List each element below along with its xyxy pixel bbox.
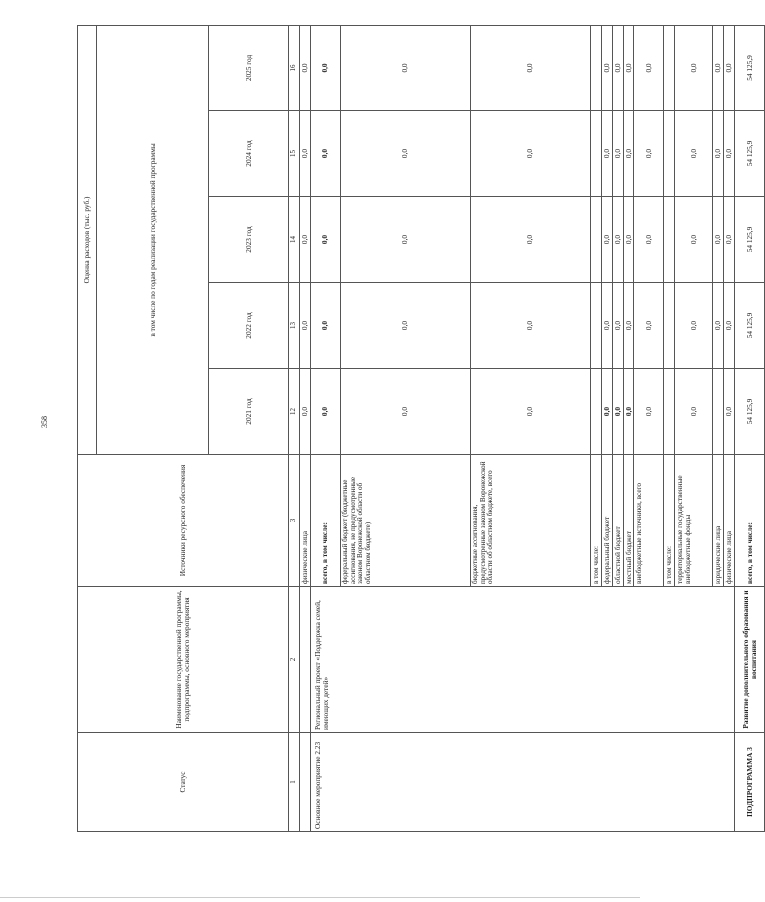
column-number: 12 bbox=[289, 369, 300, 455]
value-cell: 0,0 bbox=[310, 25, 340, 110]
value-cell: 0,0 bbox=[675, 25, 713, 110]
value-cell: 0,0 bbox=[470, 25, 590, 110]
value-cell: 0,0 bbox=[675, 197, 713, 283]
value-cell: 0,0 bbox=[634, 111, 664, 197]
empty-cell bbox=[590, 197, 601, 283]
value-cell: 0,0 bbox=[713, 197, 724, 283]
funding-source-note: в том числе: bbox=[590, 455, 601, 587]
value-cell: 0,0 bbox=[724, 111, 735, 197]
year-header: 2023 год bbox=[209, 197, 289, 283]
table-cell bbox=[300, 587, 311, 733]
empty-cell bbox=[713, 369, 724, 455]
value-cell: 0,0 bbox=[470, 283, 590, 369]
measure-name: Региональный проект «Поддержка семей, имеющих детей» bbox=[310, 587, 734, 733]
value-cell: 0,0 bbox=[601, 111, 612, 197]
value-cell: 0,0 bbox=[713, 25, 724, 110]
value-cell: 0,0 bbox=[300, 283, 311, 369]
year-header: 2022 год bbox=[209, 283, 289, 369]
funding-source: областной бюджет bbox=[612, 455, 623, 587]
value-cell: 0,0 bbox=[634, 197, 664, 283]
value-cell: 0,0 bbox=[470, 111, 590, 197]
value-cell: 0,0 bbox=[724, 369, 735, 455]
value-cell: 0,0 bbox=[612, 25, 623, 110]
year-header: 2025 год bbox=[209, 25, 289, 110]
status-header: Статус bbox=[78, 733, 289, 832]
value-cell: 0,0 bbox=[634, 369, 664, 455]
value-cell: 0,0 bbox=[713, 111, 724, 197]
column-number: 15 bbox=[289, 111, 300, 197]
funding-source: местный бюджет bbox=[623, 455, 634, 587]
value-cell: 0,0 bbox=[310, 283, 340, 369]
value-cell: 0,0 bbox=[612, 369, 623, 455]
column-number: 13 bbox=[289, 283, 300, 369]
funding-source-note: в том числе: bbox=[664, 455, 675, 587]
empty-cell bbox=[590, 111, 601, 197]
page-number: 358 bbox=[40, 416, 49, 428]
subprogram-name: Развитие дополнительного образования и воспитания bbox=[735, 587, 765, 733]
value-cell: 0,0 bbox=[300, 25, 311, 110]
empty-cell bbox=[664, 369, 675, 455]
funding-source-total: всего, в том числе: bbox=[735, 455, 765, 587]
rotated-budget-table bbox=[77, 26, 758, 832]
value-cell: 0,0 bbox=[300, 197, 311, 283]
value-cell: 0,0 bbox=[724, 283, 735, 369]
value-cell: 0,0 bbox=[634, 25, 664, 110]
value-cell: 0,0 bbox=[340, 197, 470, 283]
value-cell: 0,0 bbox=[300, 111, 311, 197]
value-cell: 0,0 bbox=[634, 283, 664, 369]
footer-divider bbox=[0, 897, 640, 898]
measure-status: Основное мероприятие 2.23 bbox=[310, 733, 734, 832]
value-cell: 0,0 bbox=[340, 111, 470, 197]
value-cell: 0,0 bbox=[340, 369, 470, 455]
value-cell: 0,0 bbox=[623, 369, 634, 455]
value-cell: 0,0 bbox=[310, 111, 340, 197]
empty-cell bbox=[664, 111, 675, 197]
expenses-header: Оценка расходов (тыс. руб.) bbox=[78, 25, 97, 454]
expense-table bbox=[77, 25, 765, 832]
value-cell: 54 125,9 bbox=[735, 111, 765, 197]
empty-cell bbox=[664, 25, 675, 110]
funding-source-total: всего, в том числе: bbox=[310, 455, 340, 587]
subprogram-status: ПОДПРОГРАММА 3 bbox=[735, 733, 765, 832]
funding-source: физические лица bbox=[300, 455, 311, 587]
value-cell: 54 125,9 bbox=[735, 283, 765, 369]
value-cell: 0,0 bbox=[623, 197, 634, 283]
table-cell bbox=[300, 733, 311, 832]
value-cell: 0,0 bbox=[601, 369, 612, 455]
empty-cell bbox=[590, 283, 601, 369]
years-group-header: в том числе по годам реализации государственной программы bbox=[97, 25, 209, 454]
value-cell: 0,0 bbox=[612, 283, 623, 369]
year-header: 2024 год bbox=[209, 111, 289, 197]
value-cell: 54 125,9 bbox=[735, 197, 765, 283]
value-cell: 0,0 bbox=[470, 197, 590, 283]
funding-source: федеральный бюджет (бюджетные ассигнования, не предусмотренные законом Воронежской области об областном бюджете) bbox=[340, 455, 470, 587]
funding-source: федеральный бюджет bbox=[601, 455, 612, 587]
empty-cell bbox=[590, 369, 601, 455]
empty-cell bbox=[590, 25, 601, 110]
column-number: 16 bbox=[289, 25, 300, 110]
value-cell: 0,0 bbox=[612, 197, 623, 283]
value-cell: 0,0 bbox=[623, 283, 634, 369]
value-cell: 0,0 bbox=[340, 283, 470, 369]
value-cell: 0,0 bbox=[675, 369, 713, 455]
column-number: 1 bbox=[289, 733, 300, 832]
funding-source: юридические лица bbox=[713, 455, 724, 587]
value-cell: 0,0 bbox=[601, 25, 612, 110]
value-cell: 0,0 bbox=[310, 369, 340, 455]
value-cell: 0,0 bbox=[310, 197, 340, 283]
value-cell: 0,0 bbox=[675, 111, 713, 197]
column-number: 2 bbox=[289, 587, 300, 733]
program-name-header: Наименование государственной программы, подпрограммы, основного мероприятия bbox=[78, 587, 289, 733]
value-cell: 54 125,9 bbox=[735, 25, 765, 110]
funding-source: внебюджетные источники, всего bbox=[634, 455, 664, 587]
empty-cell bbox=[664, 283, 675, 369]
funding-source-header: Источники ресурсного обеспечения bbox=[78, 455, 289, 587]
value-cell: 54 125,9 bbox=[735, 369, 765, 455]
value-cell: 0,0 bbox=[470, 369, 590, 455]
value-cell: 0,0 bbox=[724, 25, 735, 110]
value-cell: 0,0 bbox=[340, 25, 470, 110]
value-cell: 0,0 bbox=[612, 111, 623, 197]
funding-source: физические лица bbox=[724, 455, 735, 587]
value-cell: 0,0 bbox=[724, 197, 735, 283]
column-number: 3 bbox=[289, 455, 300, 587]
value-cell: 0,0 bbox=[300, 369, 311, 455]
empty-cell bbox=[664, 197, 675, 283]
column-number: 14 bbox=[289, 197, 300, 283]
value-cell: 0,0 bbox=[623, 25, 634, 110]
value-cell: 0,0 bbox=[713, 283, 724, 369]
value-cell: 0,0 bbox=[601, 283, 612, 369]
year-header: 2021 год bbox=[209, 369, 289, 455]
funding-source: территориальные государственные внебюджетные фонды bbox=[675, 455, 713, 587]
value-cell: 0,0 bbox=[623, 111, 634, 197]
funding-source: бюджетные ассигнования, предусмотренные законом Воронежской области об областном бюджете, всего bbox=[470, 455, 590, 587]
value-cell: 0,0 bbox=[601, 197, 612, 283]
value-cell: 0,0 bbox=[675, 283, 713, 369]
